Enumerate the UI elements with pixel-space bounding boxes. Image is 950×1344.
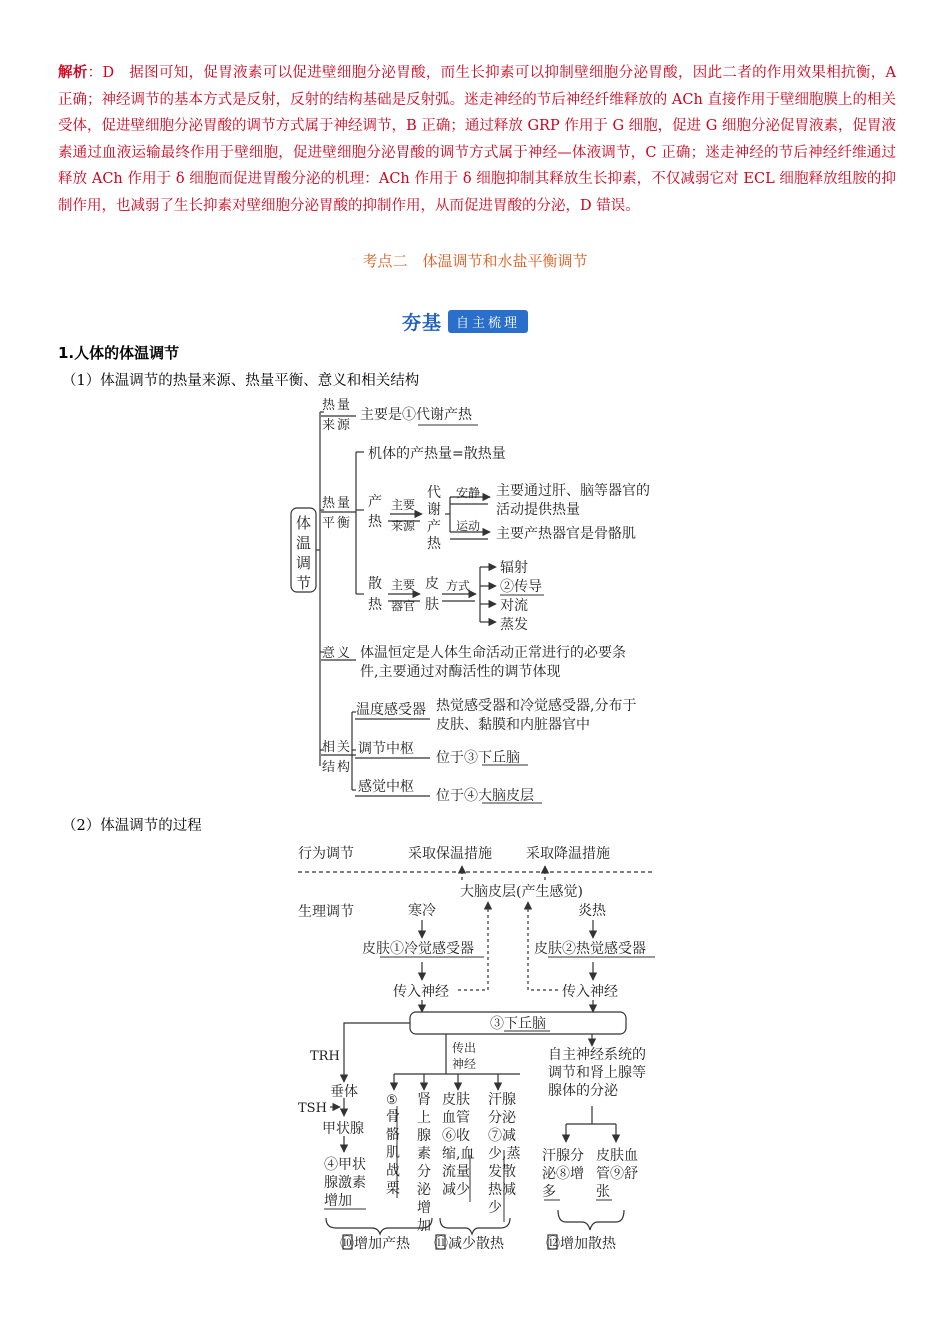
sweat-3: ⑦减 — [488, 1128, 516, 1144]
produce-2: 热 — [368, 514, 382, 530]
cold: 寒冷 — [408, 903, 436, 919]
thyroid-h-3: 增加 — [324, 1193, 352, 1209]
vessel-dilate-3: 张 — [596, 1184, 610, 1200]
metab-4: 热 — [427, 536, 441, 552]
heat-balance-label-2: 平衡 — [322, 516, 353, 531]
vessel-dilate-1: 皮肤血 — [596, 1148, 638, 1164]
sense-label: 感觉中枢 — [358, 779, 414, 795]
sweat-1: 汗腺 — [488, 1092, 516, 1108]
root-char-4: 节 — [296, 574, 312, 592]
center-text: 位于③下丘脑 — [436, 750, 520, 766]
heat-source-text: 主要是①代谢产热 — [360, 407, 472, 423]
sweat-4: 少,蒸 — [488, 1146, 521, 1162]
physio-label: 生理调节 — [298, 904, 354, 920]
dissipate-1: 散 — [368, 576, 382, 592]
meaning-text-1: 体温恒定是人体生命活动正常进行的必要条 — [360, 645, 626, 661]
receptor-text-1: 热觉感受器和冷觉感受器,分布于 — [436, 698, 637, 714]
badge-sub: 自主梳理 — [448, 310, 528, 333]
vessel-4: 缩,血 — [442, 1146, 475, 1162]
produce-1: 产 — [368, 494, 382, 510]
vessel-2: 血管 — [442, 1110, 470, 1126]
sweat-5: 发散 — [488, 1164, 516, 1180]
efferent-1: 传出 — [452, 1041, 477, 1055]
exercise-label: 运动 — [456, 519, 481, 533]
method-1: 辐射 — [500, 560, 528, 576]
sweat-2: 分泌 — [488, 1110, 516, 1126]
sweat-6: 热减 — [488, 1182, 516, 1198]
autonomic-1: 自主神经系统的 — [548, 1047, 646, 1063]
cool-down: 采取降温措施 — [526, 846, 610, 862]
skin-1: 皮 — [425, 576, 439, 592]
root-char-2: 温 — [296, 534, 312, 552]
subheading-process: （2）体温调节的过程 — [62, 818, 202, 834]
trh: TRH — [310, 1049, 340, 1064]
sweat-7: 少 — [488, 1200, 502, 1216]
receptor-label: 温度感受器 — [356, 702, 426, 718]
muscle-6: 栗 — [386, 1181, 400, 1197]
afferent-right: 传入神经 — [562, 984, 618, 1000]
behavior-label: 行为调节 — [298, 846, 354, 862]
keep-warm: 采取保温措施 — [408, 846, 492, 862]
efferent-2: 神经 — [452, 1057, 477, 1071]
heat-receptor: 皮肤②热觉感受器 — [534, 941, 646, 957]
autonomic-3: 腺体的分泌 — [548, 1083, 618, 1099]
root-char-3: 调 — [296, 554, 312, 572]
metab-2: 谢 — [427, 502, 441, 518]
section-title: 考点二 体温调节和水盐平衡调节 — [362, 252, 588, 270]
meaning-label: 意义 — [322, 646, 353, 661]
vessel-6: 减少 — [442, 1182, 470, 1198]
heat-source-label-1: 热量 — [322, 398, 353, 413]
structure-label-1: 相关 — [322, 740, 353, 755]
adrenal-7: 增 — [417, 1200, 431, 1216]
cold-receptor: 皮肤①冷觉感受器 — [362, 941, 474, 957]
receptor-text-2: 皮肤、黏膜和内脏器官中 — [436, 717, 590, 733]
hot: 炎热 — [578, 903, 606, 919]
thyroid-h-1: ④甲状 — [324, 1157, 366, 1173]
method-3: 对流 — [500, 598, 528, 614]
thyroid: 甲状腺 — [322, 1121, 364, 1137]
sweat-up-1: 汗腺分 — [542, 1148, 584, 1164]
exercise-text: 主要产热器官是骨骼肌 — [496, 526, 636, 542]
heat-balance-label-1: 热量 — [322, 496, 353, 511]
muscle-3: 骼 — [386, 1127, 400, 1143]
muscle-2: 骨 — [386, 1109, 400, 1125]
method-4: 蒸发 — [500, 617, 528, 633]
afferent-left: 传入神经 — [393, 984, 449, 1000]
dissipate-2: 热 — [368, 597, 382, 613]
tsh: TSH — [298, 1101, 327, 1116]
more-heat: ⑩增加产热 — [340, 1236, 410, 1252]
main-source-1: 主要 — [391, 498, 416, 512]
adrenal-4: 素 — [417, 1146, 431, 1162]
rest-text-1: 主要通过肝、脑等器官的 — [496, 483, 650, 499]
method-2: ②传导 — [500, 579, 542, 595]
sweat-up-3: 多 — [542, 1184, 556, 1200]
main-organ-1: 主要 — [391, 578, 416, 592]
heading-body-temperature: 1.人体的体温调节 — [58, 344, 180, 362]
root-char-1: 体 — [296, 514, 312, 532]
more-loss: ⑫增加散热 — [546, 1236, 616, 1252]
adrenal-5: 分 — [417, 1164, 431, 1180]
metab-3: 产 — [427, 519, 441, 535]
method-label: 方式 — [446, 579, 471, 593]
hypothalamus: ③下丘脑 — [490, 1016, 546, 1032]
adrenal-2: 上 — [417, 1110, 431, 1126]
subheading-structure: （1）体温调节的热量来源、热量平衡、意义和相关结构 — [62, 373, 420, 389]
heat-source-label-2: 来源 — [322, 418, 353, 433]
muscle-4: 肌 — [386, 1145, 400, 1161]
heat-equation: 机体的产热量=散热量 — [368, 446, 506, 462]
cortex: 大脑皮层(产生感觉) — [460, 884, 583, 900]
skin-2: 肤 — [425, 597, 439, 613]
pituitary: 垂体 — [330, 1084, 358, 1100]
sense-text: 位于④大脑皮层 — [436, 788, 534, 804]
thyroid-h-2: 腺激素 — [324, 1175, 366, 1191]
main-organ-2: 器官 — [391, 599, 416, 613]
structure-label-2: 结构 — [322, 760, 353, 775]
adrenal-1: 肾 — [417, 1092, 431, 1108]
vessel-1: 皮肤 — [442, 1092, 470, 1108]
meaning-text-2: 件,主要通过对酶活性的调节体现 — [360, 664, 561, 680]
less-loss: ⑪减少散热 — [434, 1236, 504, 1252]
vessel-3: ⑥收 — [442, 1128, 470, 1144]
analysis-lead: 解析 — [58, 65, 88, 81]
metab-1: 代 — [427, 485, 441, 501]
badge-main: 夯基 — [402, 311, 443, 334]
main-source-2: 来源 — [391, 519, 416, 533]
autonomic-2: 调节和肾上腺等 — [548, 1065, 646, 1081]
adrenal-8: 加 — [417, 1218, 431, 1234]
muscle-5: 战 — [386, 1163, 400, 1179]
rest-text-2: 活动提供热量 — [496, 502, 580, 518]
rest-label: 安静 — [456, 486, 481, 500]
muscle-1: ⑤ — [386, 1093, 398, 1108]
adrenal-3: 腺 — [417, 1128, 431, 1144]
adrenal-6: 泌 — [417, 1182, 431, 1198]
vessel-dilate-2: 管⑨舒 — [596, 1166, 638, 1182]
vessel-5: 流量 — [442, 1164, 470, 1180]
center-label: 调节中枢 — [358, 741, 414, 757]
analysis-text: ：D 据图可知，促胃液素可以促进壁细胞分泌胃酸，而生长抑素可以抑制壁细胞分泌胃酸，因此二者的作用效果相抗衡，A 正确；神经调节的基本方式是反射，反射的结构基础是反射弧。迷走神经的节后神经纤维释放的 ACh 直接作用于壁细胞膜上的相关受体，促进壁细胞分泌胃酸的调节方式属于神经调节，B 正确；通过释放 GRP 作用于 G 细胞，促进 G 细胞分泌促胃液素，促胃液素通过血液运输最终作用于壁细胞，促进壁细胞分泌胃酸的调节方式属于神经—体液调节，C 正确；迷走神经的节后神经纤维通过释放 ACh 作用于 δ 细胞而促进胃酸分泌的机理：ACh 作用于 δ 细胞抑制其释放生长抑素，不仅减弱它对 ECL 细胞释放组胺的抑制作用，也减弱了生长抑素对壁细胞分泌胃酸的抑制作用，从而促进胃酸的分泌，D 错误。 — [58, 65, 897, 214]
sweat-up-2: 泌⑧增 — [542, 1166, 584, 1182]
